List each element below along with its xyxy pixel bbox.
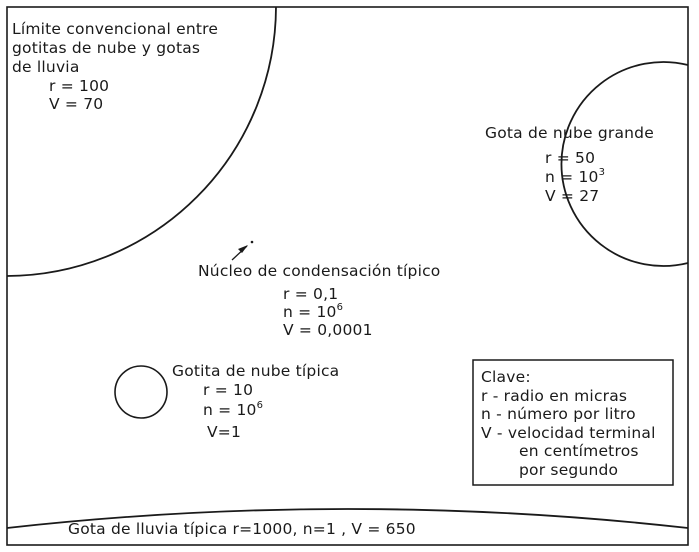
- key-text: [481, 368, 656, 479]
- typical-droplet-number: [203, 401, 263, 419]
- key-radius-def: r - radio en micras: [481, 386, 628, 405]
- nucleus-arrow-head: [238, 245, 248, 253]
- key-velocity-def-cont1: en centímetros: [519, 442, 639, 460]
- nucleus-number: [283, 303, 343, 321]
- nucleus-dot: [251, 241, 254, 244]
- large-drop-radius: r = 50: [545, 149, 596, 167]
- boundary-label-line2: gotitas de nube y gotas: [12, 39, 201, 57]
- nucleus-number-exponent: 6: [336, 302, 344, 313]
- typical-droplet-velocity: V=1: [207, 423, 242, 441]
- large-drop-number-base: n = 10: [545, 168, 599, 186]
- large-drop-number: [545, 168, 605, 186]
- large-drop-velocity: V = 27: [545, 187, 600, 205]
- typical-droplet-number-base: n = 10: [203, 401, 257, 419]
- key-velocity-def: V - velocidad terminal: [481, 423, 656, 442]
- key-title: Clave:: [481, 368, 531, 386]
- raindrop-label: Gota de lluvia típica r=1000, n=1 , V = 650: [68, 520, 416, 538]
- large-drop-title: Gota de nube grande: [485, 124, 654, 142]
- boundary-velocity: V = 70: [49, 95, 104, 113]
- boundary-label-line1: Límite convencional entre: [12, 20, 219, 38]
- key-velocity-def-cont2: por segundo: [519, 460, 619, 479]
- typical-droplet-number-exponent: 6: [256, 400, 264, 411]
- key-number-def: n - número por litro: [481, 405, 636, 423]
- nucleus-title: Núcleo de condensación típico: [198, 262, 441, 280]
- typical-droplet-circle: [115, 366, 167, 418]
- large-drop-number-exponent: 3: [598, 167, 606, 178]
- nucleus-radius: r = 0,1: [283, 285, 339, 303]
- boundary-label-line3: de lluvia: [12, 58, 80, 76]
- nucleus-velocity: V = 0,0001: [283, 321, 373, 339]
- typical-droplet-radius: r = 10: [203, 381, 254, 399]
- typical-droplet-title: Gotita de nube típica: [172, 362, 340, 380]
- boundary-radius: r = 100: [49, 77, 110, 95]
- nucleus-number-base: n = 10: [283, 303, 337, 321]
